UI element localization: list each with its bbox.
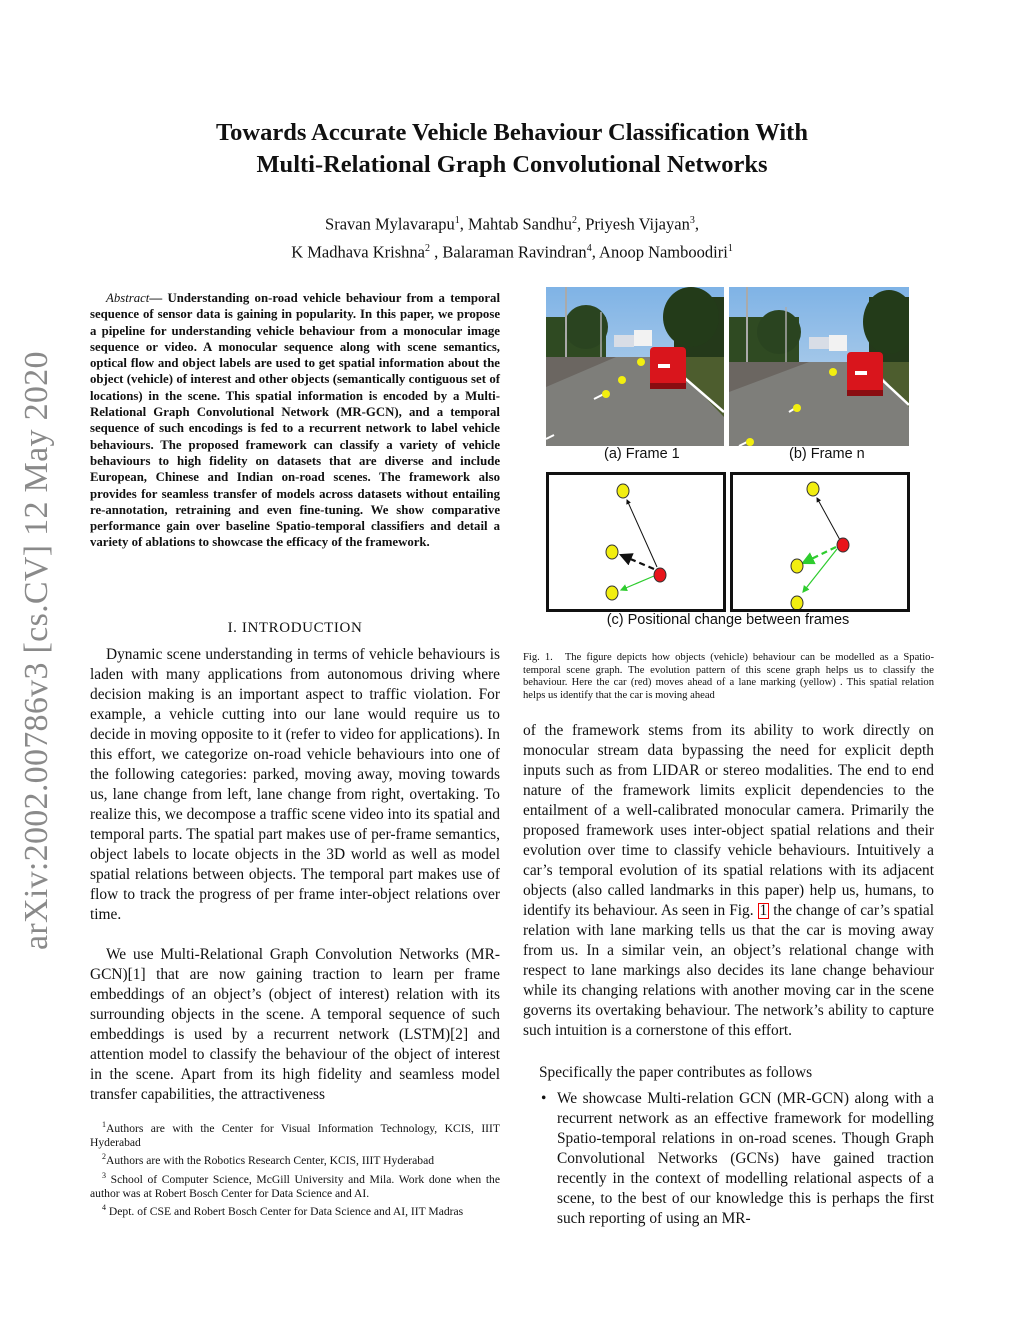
author-name: K Madhava Krishna xyxy=(291,242,425,261)
caption-text: The figure depicts how objects (vehicle) behaviour can be modelled as a Spatio-temporal scene graph. The evolution pattern of this scene graph helps us to classify the behaviour. Here the car (red) moves ahead of a lane marking (yellow) . This spatial relation helps us identify that the car is moving ahead xyxy=(523,652,935,701)
affiliation-mark: 2 xyxy=(424,242,430,254)
road-scene-image xyxy=(729,287,909,446)
abstract-dash: — xyxy=(149,291,163,305)
intro-paragraph-2 xyxy=(90,945,500,1105)
title-line-1: Towards Accurate Vehicle Behaviour Classification With xyxy=(216,119,808,146)
footnote xyxy=(90,1201,500,1219)
paragraph-text: We use Multi-Relational Graph Convolution Networks (MR-GCN)[1] that are now gaining traction to learn per frame embeddings of an object’s (object of interest) relation with its surrounding objects in the scene. A temporal sequence of such embeddings is used by a recurrent network (LSTM)[2] and attention model to classify the behaviour of the object of interest in the scene. Apart from its high fidelity and seamless model transfer capabilities, the attractiveness xyxy=(90,946,500,1103)
road-scene-image xyxy=(546,287,724,446)
scene-graph-frame-n xyxy=(730,472,910,612)
title-line-2: Multi-Relational Graph Convolutional Networks xyxy=(256,151,768,178)
footnote-text: School of Computer Science, McGill University and Mila. Work done when the author was at Robert Bosch Center for Data Science and AI. xyxy=(90,1172,500,1200)
abstract-label: Abstract xyxy=(106,291,150,305)
intro-paragraph-1 xyxy=(90,645,500,925)
footnote-number: 3 xyxy=(102,1170,106,1180)
author-name: Anoop Namboodiri xyxy=(599,242,728,261)
subfigure-label-b: (b) Frame n xyxy=(789,446,865,462)
frame-n-photo xyxy=(729,287,909,446)
figure-reference-link[interactable]: 1 xyxy=(759,902,768,919)
figure-1 xyxy=(546,287,910,632)
author-name: Priyesh Vijayan xyxy=(585,214,690,234)
footnote xyxy=(90,1169,500,1201)
right-column-paragraph-1 xyxy=(523,721,934,1041)
abstract xyxy=(90,290,500,551)
paragraph-text: the change of car’s spatial relation with lane marking tells us that the car is moving away from us. In a similar vein, an object’s relational change with respect to lane markings also decides its lane change behaviour while its changing relations with another moving car in the scene governs its overtaking behaviour. The network’s ability to capture such intuition is a cornerstone of this effort. xyxy=(523,902,934,1039)
affiliation-mark: 2 xyxy=(572,215,577,226)
author-separator: , xyxy=(429,242,443,261)
frame-1-photo xyxy=(546,287,724,446)
scene-graph-frame-1 xyxy=(546,472,726,612)
author-separator: , xyxy=(459,214,468,234)
abstract-text: Understanding on-road vehicle behaviour from a temporal sequence of sensor data is gaining in popularity. In this paper, we propose a pipeline for understanding vehicle behaviour from a monocular image sequence or video. A monocular sequence along with scene semantics, optical flow and object labels are used to get spatial information about the object (vehicle) of interest and other objects (semantically contiguous set of locations) in the scene. This spatial information is encoded by a Multi-Relational Graph Convolutional Network (MR-GCN), and a temporal sequence of such encodings is fed to a recurrent network to label vehicle behaviours. The proposed framework can classify a variety of vehicle behaviours to high fidelity on datasets that are diverse and include European, Chinese and Indian on-road scenes. The framework also provides for seamless transfer of models across datasets without entailing re-annotation, retraining and even fine-tuning. We show comparative performance gain over baseline Spatio-temporal classifiers and detail a variety of ablations to showcase the efficacy of the framework. xyxy=(90,291,501,550)
list-item-text: We showcase Multi-relation GCN (MR-GCN) along with a recurrent network as an effective framework for modelling Spatio-temporal relations in on-road scenes. Though Graph Convolutional Networks (GCNs) have gained traction recently in the context of modelling relational aspects of a scene, to the best of our knowledge this is perhaps the first such reporting of using an MR- xyxy=(557,1090,934,1227)
scene-graph-diagram xyxy=(733,475,907,609)
affiliation-mark: 3 xyxy=(689,215,695,226)
subfigure-label-c: (c) Positional change between frames xyxy=(606,612,850,628)
author-name: Sravan Mylavarapu xyxy=(325,214,455,234)
contribution-list-item xyxy=(523,1089,934,1229)
author-name: Balaraman Ravindran xyxy=(442,242,587,261)
paragraph-text: of the framework stems from its ability to work directly on monocular stream data bypassing the need for explicit depth inputs such as from LIDAR or stereo modalities. The end to end nature of the framework limits explicit dependencies to the entailment of a well-calibrated monocular camera. Primarily the proposed framework uses inter-object spatial relations and their evolution over time to classify vehicle behaviours. Intuitively a car’s temporal evolution of its spatial relations with its adjacent objects (also called landmarks in this paper) help us, humans, to identify its behaviour. As seen in Fig. xyxy=(523,722,934,919)
right-column-paragraph-2 xyxy=(523,1063,934,1083)
footnote-text: Authors are with the Robotics Research Center, KCIS, IIIT Hyderabad xyxy=(106,1154,435,1168)
figure-caption xyxy=(523,652,934,702)
footnote-text: Dept. of CSE and Robert Bosch Center for Data Science and AI, IIT Madras xyxy=(106,1204,464,1218)
bullet-icon: • xyxy=(541,1090,547,1107)
authors-line-2 xyxy=(0,237,1024,265)
arxiv-stamp: arXiv:2002.00786v3 [cs.CV] 12 May 2020 xyxy=(18,351,55,950)
author-name: Mahtab Sandhu xyxy=(467,214,572,234)
footnote-number: 4 xyxy=(102,1203,106,1213)
author-list xyxy=(0,209,1024,264)
affiliation-mark: 4 xyxy=(586,242,592,254)
scene-graph-diagram xyxy=(549,475,723,609)
paragraph-text: Specifically the paper contributes as follows xyxy=(539,1064,813,1081)
footnote xyxy=(90,1150,500,1168)
author-separator: , xyxy=(591,242,600,261)
authors-line-1 xyxy=(0,209,1024,237)
footnote-number: 1 xyxy=(102,1120,106,1129)
paper-title xyxy=(0,117,1024,181)
section-heading-introduction: I. INTRODUCTION xyxy=(227,620,363,636)
footnote-number: 2 xyxy=(102,1152,106,1162)
caption-label: Fig. 1. xyxy=(523,652,553,663)
author-separator: , xyxy=(694,214,699,234)
footnote xyxy=(90,1118,500,1150)
author-separator: , xyxy=(577,214,586,234)
affiliation-mark: 1 xyxy=(727,242,733,254)
paragraph-text: Dynamic scene understanding in terms of vehicle behaviours is laden with many applications from autonomous driving where decision making is an important aspect to traffic violation. For example, a vehicle cutting into our lane would require us to decide in moving opposite to it (refer to video for applications). In this effort, we categorize on-road vehicle behaviours into one of the following categories: parked, moving away, moving towards us, lane change from left, lane change from right, overtaking. To realize this, we decompose a traffic scene video into its spatial and temporal parts. The spatial part makes use of per-frame semantics, object labels to locate objects in the 3D world as well as model spatial relations between objects. The temporal part makes use of flow to track the progress of per frame inter-object relations over time. xyxy=(90,646,500,923)
affiliation-mark: 1 xyxy=(454,215,460,226)
footnote-text: Authors are with the Center for Visual Information Technology, KCIS, IIIT Hyderabad xyxy=(90,1121,500,1150)
footnotes xyxy=(90,1118,500,1219)
subfigure-label-a: (a) Frame 1 xyxy=(604,446,680,462)
